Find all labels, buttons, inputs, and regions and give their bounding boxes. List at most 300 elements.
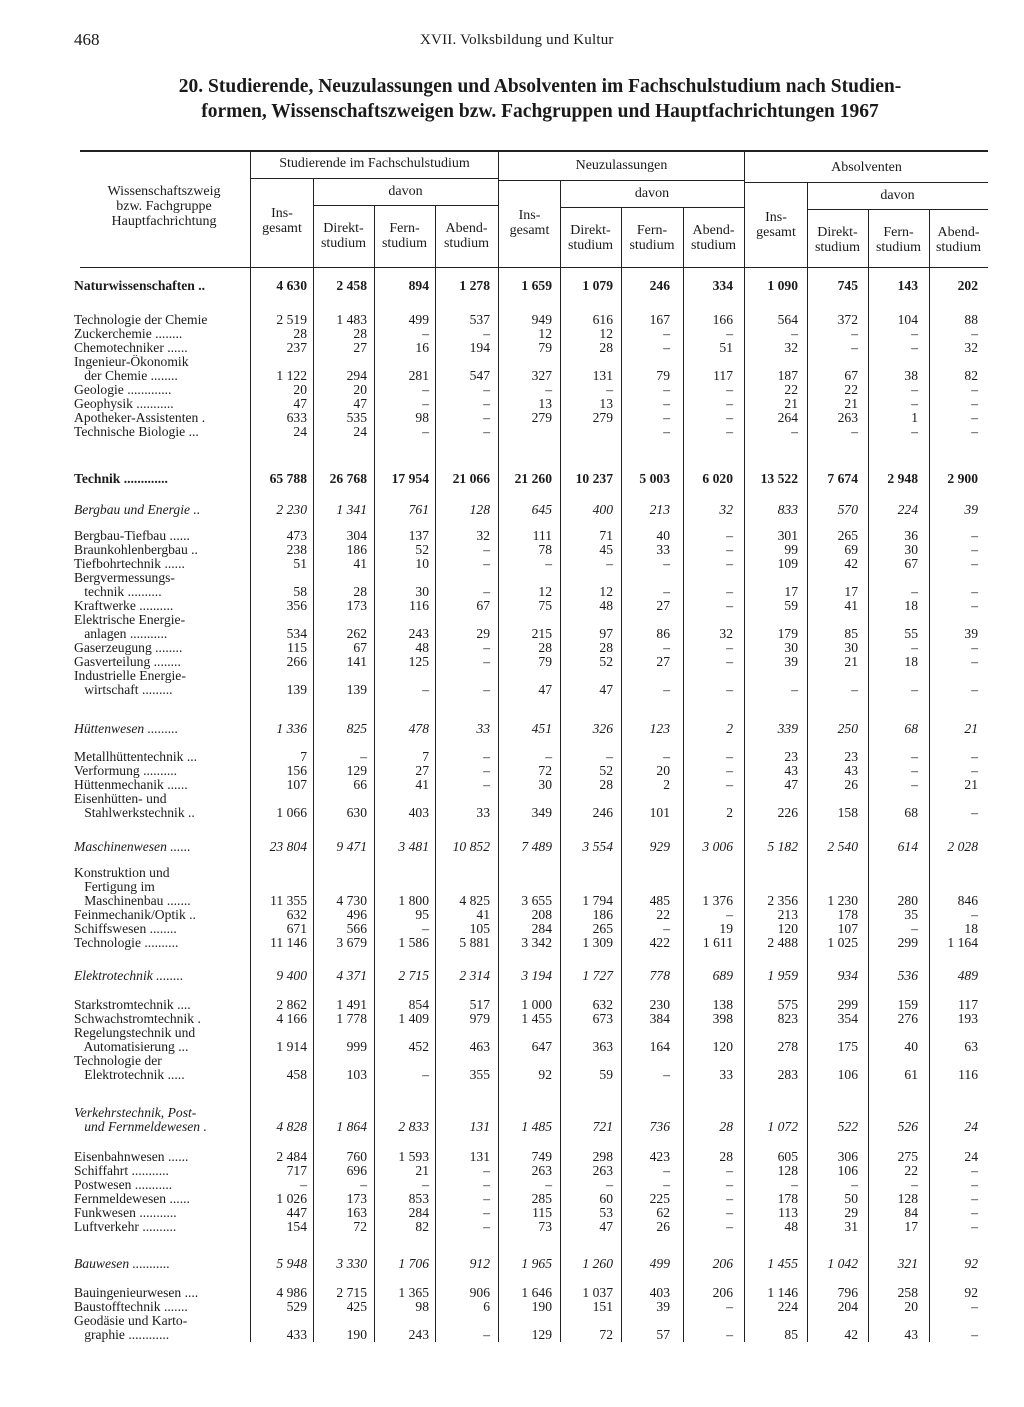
table-cell: 120 <box>777 921 798 936</box>
table-cell: – <box>791 682 798 697</box>
table-cell: 354 <box>837 1011 858 1026</box>
table-cell: – <box>726 1219 733 1234</box>
colhead-direktstudium <box>807 225 868 255</box>
row-label <box>74 355 244 383</box>
table-cell: 1 309 <box>582 935 613 950</box>
table-cell: 575 <box>777 997 798 1012</box>
table-cell: 27 <box>353 340 367 355</box>
table-cell: 298 <box>592 1149 613 1164</box>
table-cell: 159 <box>897 997 918 1012</box>
row-label-line: Naturwissenschaften .. <box>74 279 206 293</box>
table-cell: 88 <box>964 312 978 327</box>
table-cell: 68 <box>904 721 918 736</box>
table-cell: 107 <box>286 777 307 792</box>
table-cell: 10 237 <box>575 471 613 486</box>
row-label <box>74 503 244 517</box>
table-cell: 23 804 <box>269 839 307 854</box>
table-cell: 12 <box>538 326 552 341</box>
table-cell: 1 611 <box>702 935 733 950</box>
table-cell: – <box>663 1067 670 1082</box>
group-underline-2 <box>499 180 744 181</box>
table-cell: 1 146 <box>767 1285 798 1300</box>
colhead-line: studium <box>567 238 614 253</box>
table-cell: 632 <box>286 907 307 922</box>
davon-label: davon <box>634 186 670 201</box>
row-label-line: Technische Biologie ... <box>74 425 199 439</box>
table-cell: 27 <box>656 598 670 613</box>
table-cell: 949 <box>531 312 552 327</box>
table-cell: 605 <box>777 1149 798 1164</box>
table-cell: 107 <box>837 921 858 936</box>
row-label-line: Fernmeldewesen ...... <box>74 1192 190 1206</box>
table-cell: 128 <box>897 1191 918 1206</box>
table-cell: – <box>545 749 552 764</box>
row-label <box>74 543 244 557</box>
table-cell: 206 <box>712 1285 733 1300</box>
row-label <box>74 411 244 425</box>
table-cell: 163 <box>346 1205 367 1220</box>
table-cell: 104 <box>897 312 918 327</box>
table-cell: 51 <box>293 556 307 571</box>
table-cell: 1 794 <box>582 893 613 908</box>
table-cell: 28 <box>538 640 552 655</box>
table-cell: 264 <box>777 410 798 425</box>
table-cell: – <box>726 654 733 669</box>
table-cell: 39 <box>964 626 978 641</box>
table-cell: 28 <box>353 584 367 599</box>
colhead-insgesamt <box>745 210 807 240</box>
table-cell: – <box>971 528 978 543</box>
table-cell: 246 <box>592 805 613 820</box>
table-cell: 67 <box>904 556 918 571</box>
row-label-line: Metallhüttentechnik ... <box>74 750 198 764</box>
row-label-line: wirtschaft ......... <box>74 682 173 697</box>
header-top-rule <box>80 150 988 152</box>
table-cell: 52 <box>599 654 613 669</box>
table-cell: 120 <box>712 1039 733 1054</box>
table-cell: 52 <box>415 542 429 557</box>
row-label <box>74 1164 244 1178</box>
table-cell: 86 <box>656 626 670 641</box>
table-cell: 72 <box>353 1219 367 1234</box>
colhead-line: gesamt <box>509 223 550 238</box>
table-cell: 106 <box>837 1163 858 1178</box>
table-cell: 1 072 <box>767 1119 798 1134</box>
table-cell: 173 <box>346 1191 367 1206</box>
table-cell: 5 003 <box>639 471 670 486</box>
row-label <box>74 922 244 936</box>
table-cell: 689 <box>712 968 733 983</box>
table-cell: 3 006 <box>702 839 733 854</box>
table-cell: 279 <box>531 410 552 425</box>
table-cell: 32 <box>964 340 978 355</box>
table-cell: 29 <box>476 626 490 641</box>
table-cell: – <box>663 396 670 411</box>
table-cell: 30 <box>784 640 798 655</box>
table-cell: – <box>971 542 978 557</box>
table-cell: 423 <box>649 1149 670 1164</box>
table-cell: 79 <box>656 368 670 383</box>
row-label <box>74 1286 244 1300</box>
row-label <box>74 655 244 669</box>
table-cell: 632 <box>592 997 613 1012</box>
row-label <box>74 1300 244 1314</box>
table-cell: 823 <box>777 1011 798 1026</box>
table-cell: 1 455 <box>521 1011 552 1026</box>
table-cell: 250 <box>837 721 858 736</box>
table-cell: 263 <box>837 410 858 425</box>
table-cell: 2 356 <box>767 893 798 908</box>
table-cell: 2 028 <box>947 839 978 854</box>
row-label-line: Postwesen ........... <box>74 1178 173 1192</box>
table-cell: 30 <box>538 777 552 792</box>
row-label-line: Starkstromtechnik .... <box>74 998 191 1012</box>
table-cell: 1 959 <box>767 968 798 983</box>
table-cell: 473 <box>286 528 307 543</box>
table-cell: 1 593 <box>398 1149 429 1164</box>
table-cell: 117 <box>713 368 733 383</box>
row-label <box>74 792 244 820</box>
table-cell: 1 066 <box>276 805 307 820</box>
table-cell: 22 <box>904 1163 918 1178</box>
table-cell: 4 630 <box>276 278 307 293</box>
table-cell: 912 <box>469 1256 490 1271</box>
table-cell: 79 <box>538 654 552 669</box>
table-cell: – <box>422 1067 429 1082</box>
table-cell: – <box>726 763 733 778</box>
table-cell: 84 <box>904 1205 918 1220</box>
table-cell: 266 <box>286 654 307 669</box>
table-cell: 1 025 <box>827 935 858 950</box>
table-cell: 349 <box>531 805 552 820</box>
colhead-line: Abend- <box>692 223 735 238</box>
table-cell: 5 182 <box>767 839 798 854</box>
table-cell: – <box>726 326 733 341</box>
table-cell: 21 <box>415 1163 429 1178</box>
table-cell: 1 485 <box>521 1119 552 1134</box>
table-cell: – <box>911 921 918 936</box>
row-label <box>74 341 244 355</box>
colhead-line: Direkt- <box>570 223 611 238</box>
table-cell: 41 <box>476 907 490 922</box>
table-cell: 78 <box>538 542 552 557</box>
table-cell: – <box>911 640 918 655</box>
table-cell: – <box>360 749 367 764</box>
table-cell: 1 659 <box>521 278 552 293</box>
table-cell: 28 <box>293 326 307 341</box>
table-cell: 13 522 <box>760 471 798 486</box>
table-cell: 2 230 <box>276 502 307 517</box>
table-cell: 1 026 <box>276 1191 307 1206</box>
table-cell: 21 <box>844 396 858 411</box>
table-cell: 1 646 <box>521 1285 552 1300</box>
row-label-line: Hüttenwesen ......... <box>74 722 179 736</box>
table-cell: 9 471 <box>336 839 367 854</box>
table-cell: 1 455 <box>767 1256 798 1271</box>
row-label-line: Geodäsie und Karto- <box>74 1314 188 1328</box>
row-label-line: Geologie ............. <box>74 383 172 397</box>
row-label-line: Elektrotechnik ........ <box>74 969 184 983</box>
table-cell: 1 965 <box>521 1256 552 1271</box>
table-cell: 854 <box>408 997 429 1012</box>
table-cell: 2 484 <box>276 1149 307 1164</box>
table-cell: 27 <box>415 763 429 778</box>
row-label-line: Tiefbohrtechnik ...... <box>74 557 185 571</box>
row-label <box>74 1192 244 1206</box>
row-label-line: Braunkohlenbergbau .. <box>74 543 198 557</box>
table-cell: 616 <box>592 312 613 327</box>
table-cell: 128 <box>777 1163 798 1178</box>
table-cell: 17 <box>844 584 858 599</box>
colhead-abendstudium <box>683 223 744 253</box>
table-cell: 633 <box>286 410 307 425</box>
colhead-direktstudium <box>560 223 621 253</box>
table-cell: 306 <box>837 1149 858 1164</box>
row-label-line: Technik ............. <box>74 472 168 486</box>
table-cell: – <box>663 326 670 341</box>
table-cell: – <box>483 556 490 571</box>
table-cell: 158 <box>837 805 858 820</box>
row-label-line: Hüttenmechanik ...... <box>74 778 188 792</box>
row-label <box>74 1257 244 1271</box>
table-cell: – <box>971 396 978 411</box>
table-cell: 32 <box>784 340 798 355</box>
table-cell: 35 <box>904 907 918 922</box>
table-cell: – <box>911 584 918 599</box>
row-label <box>74 998 244 1012</box>
table-cell: – <box>483 382 490 397</box>
row-label <box>74 613 244 641</box>
table-cell: – <box>971 1299 978 1314</box>
table-cell: 164 <box>649 1039 670 1054</box>
colhead-insgesamt <box>251 206 313 236</box>
table-cell: 5 881 <box>459 935 490 950</box>
table-cell: 125 <box>408 654 429 669</box>
table-cell: 356 <box>286 598 307 613</box>
table-cell: 285 <box>531 1191 552 1206</box>
table-cell: 262 <box>346 626 367 641</box>
table-cell: – <box>726 1177 733 1192</box>
table-cell: – <box>483 1205 490 1220</box>
table-cell: – <box>971 1163 978 1178</box>
table-cell: 284 <box>408 1205 429 1220</box>
table-cell: 10 852 <box>452 839 490 854</box>
row-label-line: Technologie der <box>74 1054 162 1068</box>
table-cell: – <box>911 682 918 697</box>
table-cell: 186 <box>346 542 367 557</box>
table-cell: – <box>726 682 733 697</box>
row-label <box>74 840 244 854</box>
table-title-line-1: 20. Studierende, Neuzulassungen und Absolventen im Fachschulstudium nach Studien- <box>178 76 902 97</box>
table-cell: 825 <box>346 721 367 736</box>
row-label <box>74 472 244 486</box>
table-cell: 67 <box>476 598 490 613</box>
table-cell: 45 <box>599 542 613 557</box>
table-cell: 213 <box>649 502 670 517</box>
row-label-line: anlagen ........... <box>74 626 168 641</box>
table-cell: 20 <box>656 763 670 778</box>
colhead-line: Ins- <box>765 210 787 225</box>
colhead-line: studium <box>875 240 922 255</box>
table-cell: – <box>422 382 429 397</box>
row-label-line: Verformung .......... <box>74 764 178 778</box>
table-cell: – <box>911 763 918 778</box>
table-cell: 42 <box>844 556 858 571</box>
row-label <box>74 599 244 613</box>
table-cell: – <box>422 921 429 936</box>
table-cell: 224 <box>777 1299 798 1314</box>
row-label <box>74 669 244 697</box>
table-cell: – <box>971 749 978 764</box>
table-cell: – <box>971 410 978 425</box>
table-cell: 63 <box>964 1039 978 1054</box>
table-cell: 26 <box>844 777 858 792</box>
row-label-line: Stahlwerkstechnik .. <box>74 805 195 820</box>
table-cell: 206 <box>712 1256 733 1271</box>
table-cell: – <box>483 777 490 792</box>
table-cell: – <box>971 654 978 669</box>
table-cell: 24 <box>353 424 367 439</box>
table-cell: 18 <box>904 654 918 669</box>
table-cell: – <box>422 326 429 341</box>
table-cell: 72 <box>599 1327 613 1342</box>
colhead-direktstudium <box>313 221 374 251</box>
table-cell: 7 489 <box>521 839 552 854</box>
table-cell: 154 <box>286 1219 307 1234</box>
table-cell: – <box>851 340 858 355</box>
table-cell: 647 <box>531 1039 552 1054</box>
row-label-line: Elektrische Energie- <box>74 613 186 627</box>
table-cell: 186 <box>592 907 613 922</box>
row-label <box>74 1206 244 1220</box>
table-cell: 717 <box>286 1163 307 1178</box>
table-cell: 3 554 <box>582 839 613 854</box>
table-cell: – <box>791 1177 798 1192</box>
row-label-line: Zuckerchemie ........ <box>74 327 183 341</box>
table-cell: 32 <box>476 528 490 543</box>
row-label <box>74 866 244 908</box>
table-cell: – <box>483 542 490 557</box>
table-cell: 536 <box>897 968 918 983</box>
header-bottom-rule <box>80 267 988 268</box>
table-cell: 42 <box>844 1327 858 1342</box>
colhead-line: Fern- <box>636 223 668 238</box>
table-cell: 265 <box>837 528 858 543</box>
table-cell: 294 <box>346 368 367 383</box>
table-cell: 934 <box>837 968 858 983</box>
row-label <box>74 1026 244 1054</box>
table-cell: 275 <box>897 1149 918 1164</box>
table-cell: 115 <box>287 640 307 655</box>
row-label <box>74 313 244 327</box>
table-cell: 69 <box>844 542 858 557</box>
table-cell: 51 <box>719 340 733 355</box>
table-cell: 22 <box>784 382 798 397</box>
table-cell: 123 <box>649 721 670 736</box>
table-cell: 82 <box>964 368 978 383</box>
colhead-abendstudium <box>929 225 988 255</box>
group-heading-absolventen: Absolventen <box>831 160 902 175</box>
row-label-line: Bauingenieurwesen .... <box>74 1286 199 1300</box>
row-label-line: und Fernmeldewesen . <box>74 1119 207 1134</box>
table-cell: – <box>545 382 552 397</box>
row-label-line: Eisenbahnwesen ...... <box>74 1150 189 1164</box>
table-cell: 131 <box>469 1149 490 1164</box>
table-cell: – <box>971 640 978 655</box>
table-cell: – <box>971 1191 978 1206</box>
table-cell: 243 <box>408 626 429 641</box>
colhead-abendstudium <box>435 221 498 251</box>
table-cell: 18 <box>904 598 918 613</box>
table-cell: 304 <box>346 528 367 543</box>
table-cell: 1 706 <box>398 1256 429 1271</box>
table-cell: 16 <box>415 340 429 355</box>
table-cell: – <box>911 382 918 397</box>
row-label-line: Bergvermessungs- <box>74 571 175 585</box>
table-cell: – <box>971 598 978 613</box>
table-cell: – <box>663 749 670 764</box>
row-label-line: Technologie der Chemie <box>74 313 208 327</box>
table-cell: 22 <box>844 382 858 397</box>
table-cell: – <box>971 1177 978 1192</box>
table-cell: 131 <box>592 368 613 383</box>
table-cell: 614 <box>897 839 918 854</box>
table-cell: 2 <box>726 721 733 736</box>
table-cell: 1 800 <box>398 893 429 908</box>
davon-label: davon <box>880 188 915 203</box>
table-cell: – <box>545 556 552 571</box>
table-cell: 39 <box>656 1299 670 1314</box>
table-cell: 425 <box>346 1299 367 1314</box>
table-cell: – <box>606 382 613 397</box>
table-cell: 38 <box>904 368 918 383</box>
table-cell: 4 825 <box>459 893 490 908</box>
row-label <box>74 1106 244 1134</box>
table-cell: 208 <box>531 907 552 922</box>
table-cell: 1 376 <box>702 893 733 908</box>
table-cell: 522 <box>837 1119 858 1134</box>
table-cell: 999 <box>346 1039 367 1054</box>
table-cell: – <box>971 1219 978 1234</box>
row-label <box>74 936 244 950</box>
row-label-line: Maschinenbau ....... <box>74 893 191 908</box>
table-cell: 2 314 <box>459 968 490 983</box>
table-cell: 749 <box>531 1149 552 1164</box>
table-cell: 47 <box>538 682 552 697</box>
table-cell: – <box>726 542 733 557</box>
colhead-line: gesamt <box>262 221 302 236</box>
table-cell: 21 <box>964 777 978 792</box>
table-cell: 422 <box>649 935 670 950</box>
table-cell: – <box>483 749 490 764</box>
row-label <box>74 1178 244 1192</box>
row-label <box>74 764 244 778</box>
table-cell: 4 371 <box>336 968 367 983</box>
group-underline-1 <box>251 178 498 179</box>
table-cell: 33 <box>476 805 490 820</box>
table-cell: – <box>726 1299 733 1314</box>
table-cell: – <box>483 682 490 697</box>
table-cell: 4 730 <box>336 893 367 908</box>
table-cell: 143 <box>897 278 918 293</box>
table-cell: 27 <box>656 654 670 669</box>
table-cell: – <box>971 763 978 778</box>
table-cell: 28 <box>353 326 367 341</box>
table-cell: 3 194 <box>521 968 552 983</box>
table-cell: 1 727 <box>582 968 613 983</box>
table-cell: 21 <box>784 396 798 411</box>
table-cell: 67 <box>353 640 367 655</box>
